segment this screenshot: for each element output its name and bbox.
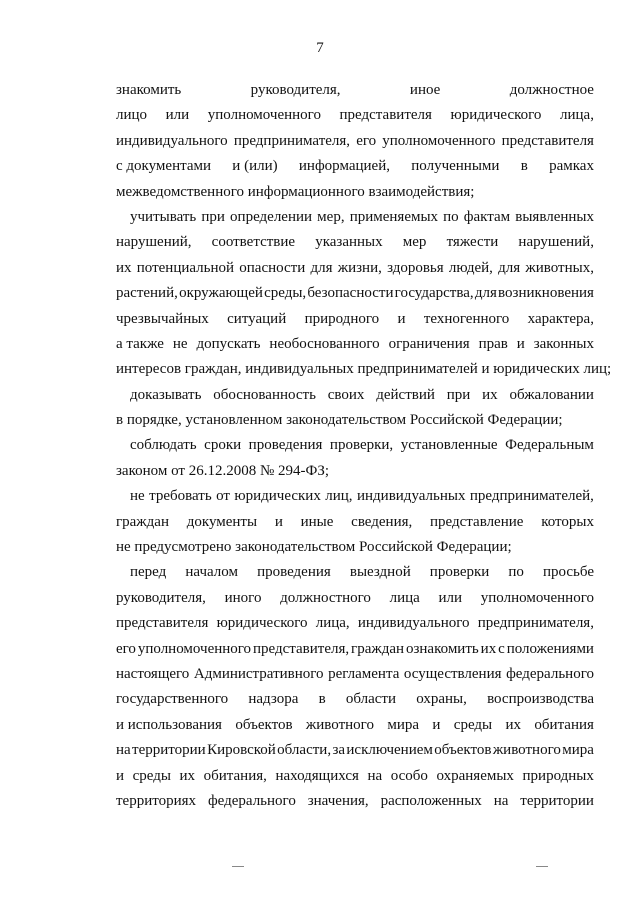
word: или	[165, 107, 190, 124]
word: исключением	[346, 742, 433, 759]
word: необоснованного	[269, 335, 380, 352]
word: для	[474, 285, 497, 302]
text-line	[116, 560, 594, 585]
word: не	[172, 335, 188, 352]
word: допускать	[196, 335, 261, 352]
word: в	[520, 158, 528, 175]
text-line: межведомственного информационного взаимодействия;	[116, 183, 475, 200]
word: применяемых	[349, 208, 439, 225]
word: на	[493, 792, 509, 809]
word: среды,	[264, 285, 307, 302]
word: требовать	[149, 488, 212, 505]
word: животных,	[525, 259, 594, 276]
word: и	[397, 310, 406, 327]
text-line	[116, 433, 594, 458]
text-line	[116, 383, 594, 408]
word: иное	[409, 82, 441, 98]
word: чрезвычайных	[116, 310, 209, 327]
word: охраны,	[416, 691, 467, 708]
word: от	[216, 488, 230, 505]
word: территориях	[116, 792, 197, 809]
word: ограничения	[388, 335, 470, 352]
word: растений,	[116, 285, 178, 302]
word: проверки,	[329, 437, 394, 454]
word: и	[274, 513, 283, 530]
word: федерального	[506, 665, 594, 682]
word: их	[179, 767, 196, 784]
word: окружающей	[179, 285, 263, 302]
word: обитания	[534, 716, 594, 733]
word: представителя	[339, 107, 432, 124]
scan-mark	[536, 866, 548, 867]
word: перед	[130, 564, 167, 581]
word: предпринимателя,	[477, 615, 594, 632]
text-line	[116, 281, 594, 306]
word: их	[482, 386, 498, 403]
text-line	[116, 764, 594, 789]
word: техногенного	[423, 310, 510, 327]
word: настоящего	[116, 665, 190, 682]
word: их	[480, 640, 497, 657]
word: проведения	[248, 437, 323, 454]
word: уполномоченного	[480, 589, 594, 606]
word: выявленных	[515, 208, 594, 225]
word: Кировской	[207, 742, 276, 759]
word: обитания,	[203, 767, 267, 784]
word: мира	[387, 716, 420, 733]
word: для	[310, 259, 333, 276]
text-line	[116, 332, 594, 357]
word: расположенных	[380, 792, 482, 809]
word: юридического	[216, 615, 308, 632]
word: характера,	[527, 310, 594, 327]
word: рамках	[549, 158, 594, 175]
scan-mark	[232, 866, 244, 867]
word: области	[345, 691, 397, 708]
word: области,	[277, 742, 332, 759]
text-line	[116, 687, 594, 712]
word: иные	[300, 513, 334, 530]
word: объектов	[434, 742, 492, 759]
text-line	[116, 789, 594, 814]
word: предпринимателя,	[233, 132, 351, 149]
word: государства,	[394, 285, 474, 302]
word: а также	[116, 335, 164, 352]
word: территории	[132, 742, 206, 759]
word: которых	[541, 513, 594, 530]
word: индивидуального	[116, 132, 228, 149]
word: законных	[533, 335, 594, 352]
word: индивидуального	[357, 615, 470, 632]
word: мер,	[317, 208, 345, 225]
word: людей,	[448, 259, 493, 276]
word: его	[356, 132, 377, 149]
text-line	[116, 154, 594, 179]
word: природных	[522, 767, 594, 784]
word: мер	[402, 234, 427, 251]
word: доказывать	[130, 386, 202, 403]
word: сведения,	[351, 513, 413, 530]
word: здоровья	[387, 259, 444, 276]
word: регламента	[328, 665, 400, 682]
word: осуществления	[403, 665, 502, 682]
word: и использования	[116, 716, 222, 733]
word: опасности	[239, 259, 306, 276]
word: среды	[453, 716, 493, 733]
word: руководителя,	[250, 82, 341, 98]
word: своих	[327, 386, 365, 403]
word: государственного	[116, 691, 229, 708]
word: по	[443, 208, 459, 225]
word: обоснованность	[213, 386, 316, 403]
word: и (или)	[232, 158, 278, 175]
word: среды	[132, 767, 171, 784]
word: жизни,	[337, 259, 382, 276]
text-line	[116, 484, 594, 509]
word: охраняемых	[436, 767, 514, 784]
word: на	[367, 767, 383, 784]
word: с документами	[116, 158, 212, 175]
word: федерального	[207, 792, 296, 809]
word: просьбе	[542, 564, 594, 581]
word: юридического	[450, 107, 542, 124]
text-line	[116, 611, 594, 636]
text-line	[116, 637, 594, 662]
word: соблюдать	[130, 437, 197, 454]
word: нарушений,	[518, 234, 594, 251]
text-line: не предусмотрено законодательством Российской Федерации;	[116, 539, 512, 556]
word: ознакомить	[405, 640, 479, 657]
word: территории	[520, 792, 594, 809]
word: уполномоченного	[382, 132, 496, 149]
word: его	[116, 640, 136, 657]
word: на	[116, 742, 131, 759]
word: знакомить	[116, 82, 182, 98]
word: и	[116, 767, 125, 784]
word: лиц,	[325, 488, 353, 505]
word: уполномоченного	[137, 640, 252, 657]
text-line	[116, 205, 594, 230]
word: фактам	[463, 208, 511, 225]
word: полученными	[411, 158, 500, 175]
word: объектов	[235, 716, 293, 733]
word: мира	[562, 742, 594, 759]
word: Административного	[193, 665, 324, 682]
text-line	[116, 103, 594, 128]
word: установленные	[400, 437, 498, 454]
word: обжаловании	[509, 386, 594, 403]
word: лицо	[116, 107, 148, 124]
text-line: интересов граждан, индивидуальных предпринимателей и юридических лиц;	[116, 361, 612, 378]
word: документы	[186, 513, 258, 530]
text-line	[116, 738, 594, 763]
word: выездной	[349, 564, 411, 581]
word: или	[438, 589, 463, 606]
word: положениями	[506, 640, 594, 657]
word: надзора	[248, 691, 299, 708]
text-line	[116, 586, 594, 611]
text-line	[116, 256, 594, 281]
word: граждан	[351, 640, 405, 657]
word: для	[498, 259, 521, 276]
word: соответствие	[211, 234, 296, 251]
word: информацией,	[298, 158, 390, 175]
word: предпринимателей,	[469, 488, 594, 505]
word: Федеральным	[505, 437, 594, 454]
word: воспроизводства	[487, 691, 594, 708]
word: при	[446, 386, 471, 403]
word: проведения	[257, 564, 331, 581]
word: уполномоченного	[207, 107, 321, 124]
word: представителя,	[252, 640, 350, 657]
word: не	[130, 488, 145, 505]
word: лица	[389, 589, 420, 606]
word: прав	[478, 335, 508, 352]
word: значения,	[307, 792, 369, 809]
word: потенциальной	[136, 259, 235, 276]
word: представителя	[501, 132, 594, 149]
word: их	[116, 259, 132, 276]
word: должностное	[509, 82, 594, 98]
word: в	[318, 691, 326, 708]
word: определении	[230, 208, 313, 225]
text-line	[116, 662, 594, 687]
word: должностного	[280, 589, 371, 606]
word: возникновения	[498, 285, 594, 302]
word: представление	[430, 513, 524, 530]
text-line: законом от 26.12.2008 № 294-ФЗ;	[116, 462, 330, 479]
word: юридических	[234, 488, 321, 505]
word: руководителя,	[116, 589, 206, 606]
word: тяжести	[446, 234, 499, 251]
word: сроки	[204, 437, 242, 454]
word: нарушений,	[116, 234, 192, 251]
word: указанных	[315, 234, 383, 251]
word: животного	[492, 742, 561, 759]
word: проверки	[429, 564, 490, 581]
word: животного	[305, 716, 374, 733]
word: индивидуальных	[356, 488, 466, 505]
word: иного	[224, 589, 262, 606]
word: по	[508, 564, 524, 581]
word: природного	[304, 310, 380, 327]
page-number: 7	[316, 40, 324, 56]
body-text	[116, 78, 612, 814]
word: их	[505, 716, 522, 733]
word: ситуаций	[227, 310, 287, 327]
word: представителя	[116, 615, 209, 632]
word: лица,	[315, 615, 350, 632]
word: учитывать	[130, 208, 197, 225]
word: граждан	[116, 513, 169, 530]
word: безопасности	[307, 285, 394, 302]
word: при	[201, 208, 225, 225]
word: лица,	[560, 107, 594, 124]
word: и	[432, 716, 441, 733]
text-line	[116, 78, 594, 103]
text-line	[116, 230, 594, 255]
word: началом	[185, 564, 238, 581]
word: и	[516, 335, 525, 352]
word: особо	[390, 767, 428, 784]
word: с	[498, 640, 505, 657]
word: за	[332, 742, 346, 759]
text-line: в порядке, установленном законодательством Российской Федерации;	[116, 412, 563, 429]
text-line	[116, 510, 594, 535]
text-line	[116, 307, 594, 332]
text-line	[116, 129, 594, 154]
word: находящихся	[275, 767, 359, 784]
text-line	[116, 713, 594, 738]
word: действий	[376, 386, 435, 403]
